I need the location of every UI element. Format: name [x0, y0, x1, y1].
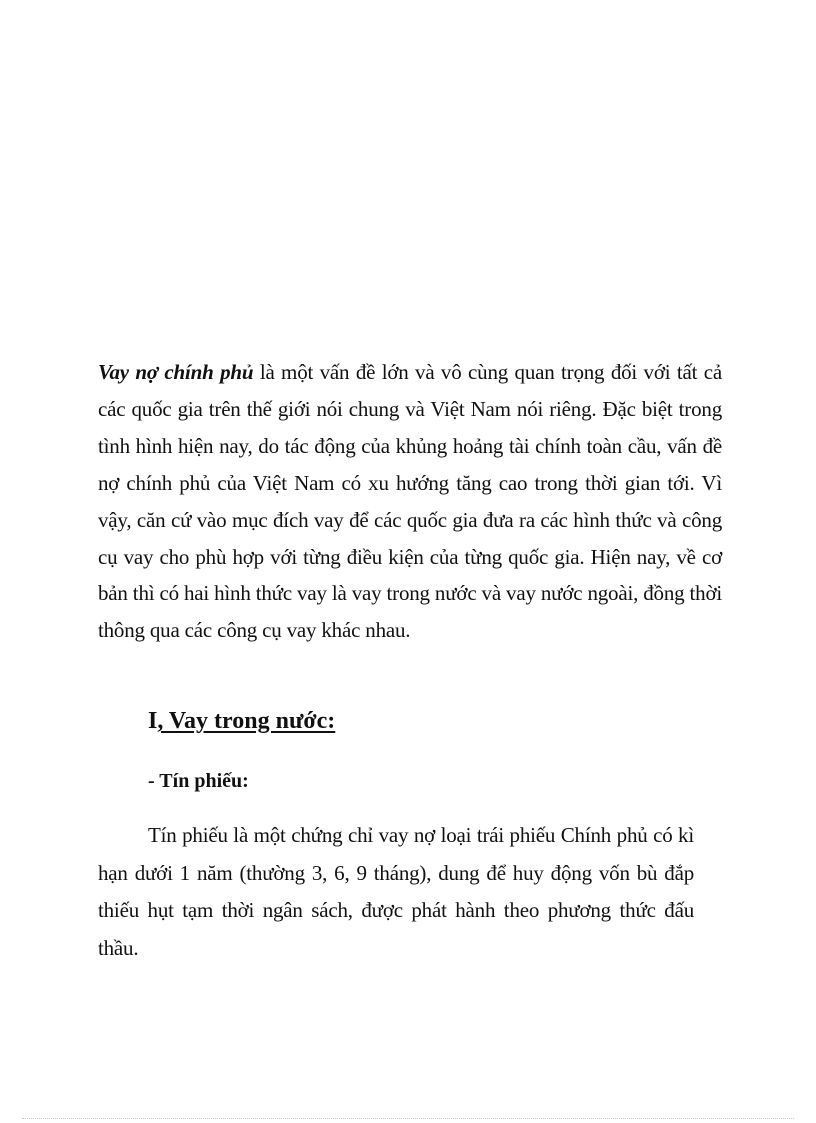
intro-paragraph: [98, 354, 722, 649]
section-heading: [148, 704, 335, 738]
section-number: I: [148, 708, 158, 734]
page-bottom-rule: [22, 1118, 794, 1119]
intro-term: Vay nợ chính phủ: [98, 360, 254, 384]
intro-text: là một vấn đề lớn và vô cùng quan trọng đối với tất cả các quốc gia trên thế giới nói chung và Việt Nam nói riêng. Đặc biệt trong tình hình hiện nay, do tác động của khủng hoảng tài chính toàn cầu, vấn đề nợ chính phủ của Việt Nam có xu hướng tăng cao trong thời gian tới. Vì vậy, căn cứ vào mục đích vay để các quốc gia đưa ra các hình thức và công cụ vay cho phù hợp với từng điều kiện của từng quốc gia. Hiện nay, về cơ bản thì có hai hình thức vay là vay trong nước và vay nước ngoài, đồng thời thông qua các công cụ vay khác nhau.: [98, 360, 722, 643]
section-title: , Vay trong nước:: [157, 708, 336, 734]
body-paragraph: Tín phiếu là một chứng chỉ vay nợ loại trái phiếu Chính phủ có kì hạn dưới 1 năm (thường 3, 6, 9 tháng), dung để huy động vốn bù đắp thiếu hụt tạm thời ngân sách, được phát hành theo phương thức đấu thầu.: [98, 823, 694, 960]
subsection-heading: - Tín phiếu:: [148, 770, 249, 792]
